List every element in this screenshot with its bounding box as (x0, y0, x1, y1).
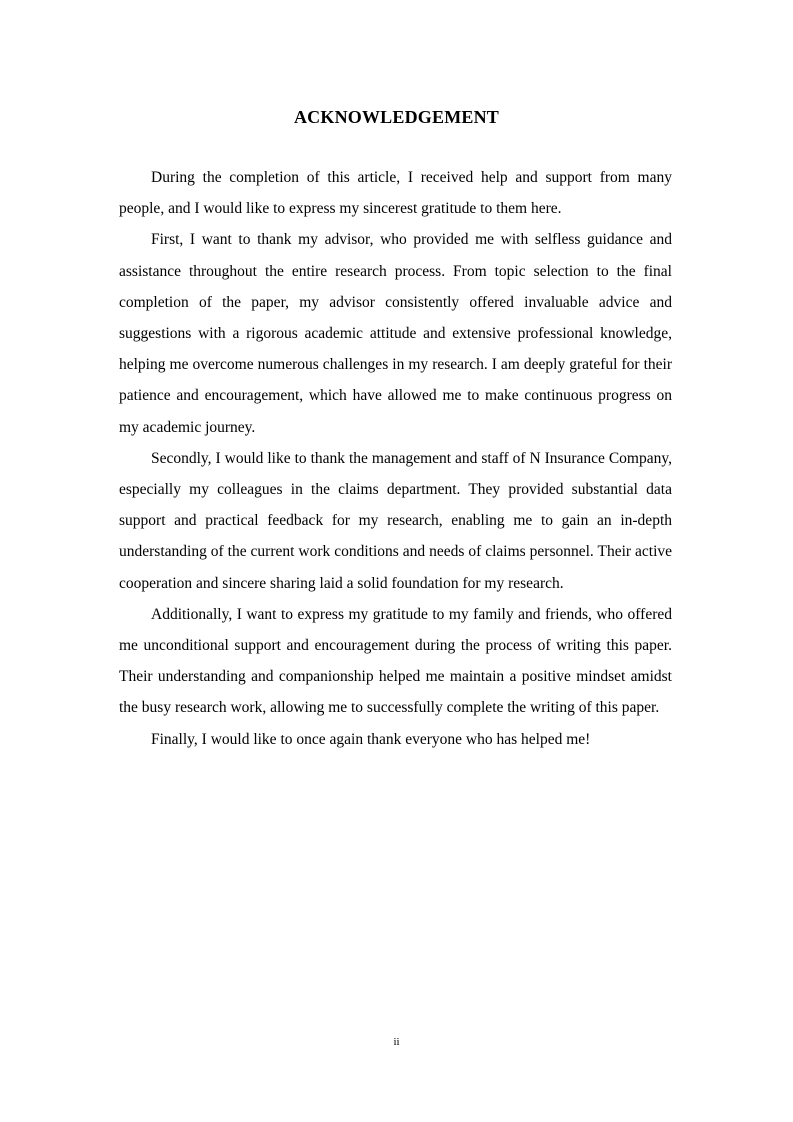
paragraph-intro: During the completion of this article, I received help and support from many people, and I would like to express my sincerest gratitude to them here. (119, 169, 672, 218)
body-text (119, 162, 672, 755)
paragraph-family: Additionally, I want to express my gratitude to my family and friends, who offered me unconditional support and encouragement during the process of writing this paper. Their understanding and companionship helped me maintain a positive mindset amidst the busy research work, allowing me to successfully complete the writing of this paper. (119, 605, 672, 717)
paragraph-company: Secondly, I would like to thank the management and staff of N Insurance Company, especially my colleagues in the claims department. They provided substantial data support and practical feedback for my research, enabling me to gain an in-depth understanding of the current work conditions and needs of claims personnel. Their active cooperation and sincere sharing laid a solid foundation for my research. (119, 449, 672, 592)
page-number: ii (393, 1036, 400, 1048)
paragraph-closing: Finally, I would like to once again thank everyone who has helped me! (151, 730, 591, 748)
page-title: ACKNOWLEDGEMENT (293, 107, 500, 127)
paragraph-advisor: First, I want to thank my advisor, who provided me with selfless guidance and assistance throughout the entire research process. From topic selection to the final completion of the paper, my advisor consistently offered invaluable advice and suggestions with a rigorous academic attitude and extensive professional knowledge, helping me overcome numerous challenges in my research. I am deeply grateful for their patience and encouragement, which have allowed me to make continuous progress on my academic journey. (119, 231, 672, 436)
